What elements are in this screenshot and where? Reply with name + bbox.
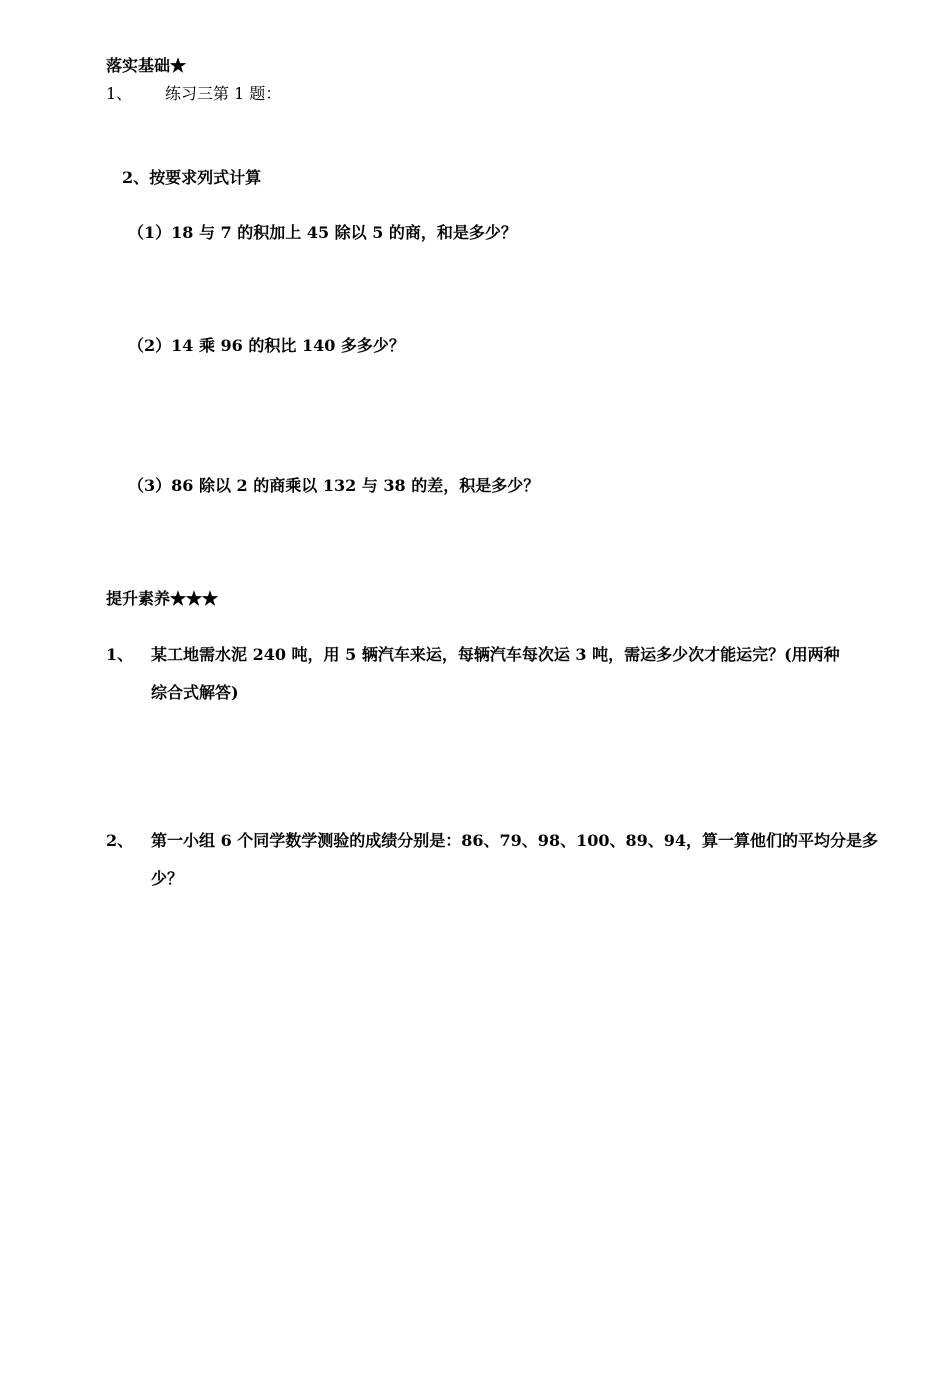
question-1-line-2: 综合式解答) (151, 683, 239, 702)
question-2-line-1: 第一小组 6 个同学数学测验的成绩分别是：86、79、98、100、89、94，算一算他们的平均分是多 (151, 831, 879, 850)
item-1-text: 练习三第 1 题： (165, 84, 282, 103)
item-1-number: 1、 (106, 84, 133, 103)
subquestion-1: （1）18 与 7 的积加上 45 除以 5 的商，和是多少？ (128, 223, 517, 242)
question-2-number: 2、 (106, 831, 134, 850)
item-2-title: 2、按要求列式计算 (122, 168, 262, 187)
subquestion-3: （3）86 除以 2 的商乘以 132 与 38 的差，积是多少？ (128, 476, 540, 495)
section-title-improvement: 提升素养★★★ (106, 589, 219, 608)
question-1-line-1: 某工地需水泥 240 吨，用 5 辆汽车来运，每辆汽车每次运 3 吨，需运多少次才能运完？(用两种 (151, 645, 840, 664)
subquestion-2: （2）14 乘 96 的积比 140 多多少？ (128, 336, 405, 355)
section-title-basics: 落实基础★ (106, 56, 187, 75)
question-2-line-2: 少？ (151, 869, 184, 888)
question-1-number: 1、 (106, 645, 134, 664)
